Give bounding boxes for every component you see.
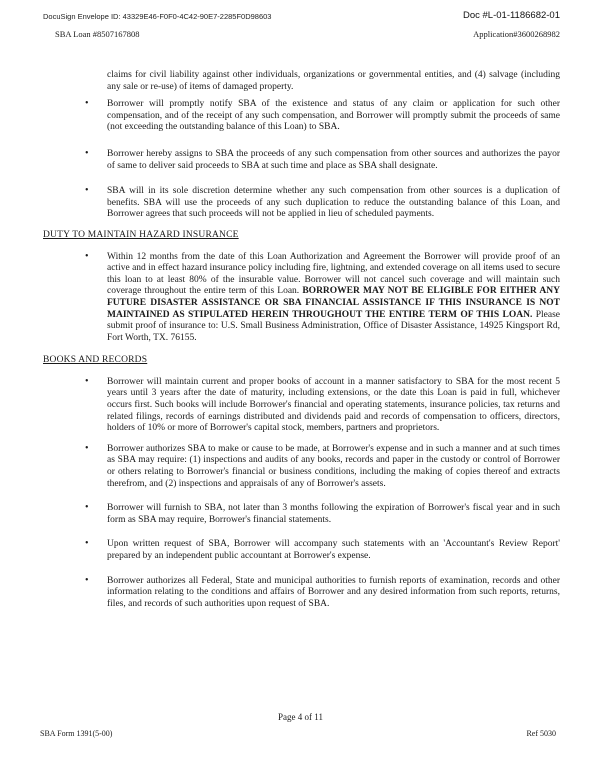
form-number: SBA Form 1391(5-00) [40,729,113,738]
bullet-item [85,502,560,526]
bullet-marker: • [85,185,89,197]
bullet-marker: • [85,538,89,550]
doc-number: Doc #L-01-1186682-01 [462,10,560,21]
bullet-item-hazard [85,250,560,345]
bullet-text: Borrower will promptly notify SBA of the existence and status of any claim or application for such other compensation, and of the receipt of any such compensation, and Borrower will promptly submit the proceeds of same (not exceeding the outstanding balance of this Loan) to SBA. [107,99,560,133]
hazard-text-regular: Within 12 months from the date of this Loan Authorization and Agreement the Borrower will provide proof of an active and in effect hazard insurance policy including fire, lightning, and extended coverage on all items used to secure this loan to at least 80% of the insurable value. Borrower will not cancel such coverage and will maintain such coverage throughout the entire term of this Loan. [107,251,560,297]
bullet-marker: • [85,147,89,159]
bullet-item [85,375,560,435]
bullet-item [85,574,560,611]
application-number: Application#3600268982 [473,29,560,39]
page-count: Page 4 of 11 [278,712,323,722]
hazard-text-bold: BORROWER MAY NOT BE ELIGIBLE FOR EITHER ANY FUTURE DISASTER ASSISTANCE OR SBA FINANCIAL ASSISTANCE IF THIS INSURANCE IS NOT MAINTAINED AS STIPULATED HEREIN THROUGHOUT THE ENTIRE TERM OF THIS LOAN. [107,286,560,320]
bullet-item [85,147,560,172]
continuation-paragraph: claims for civil liability against other individuals, organizations or governmental entities, and (4) salvage (including any sale or re-use) of items of damaged property. [107,70,560,92]
bullet-text: Borrower will furnish to SBA, not later than 3 months following the expiration of Borrower's fiscal year and in such form as SBA may require, Borrower's financial statements. [107,503,560,525]
bullet-marker: • [85,442,89,454]
bullet-marker: • [85,502,89,514]
section-heading-books-records: BOOKS AND RECORDS [43,355,148,366]
bullet-marker: • [85,98,89,110]
bullet-item [85,98,560,134]
sba-loan-number: SBA Loan #8507167808 [55,29,140,39]
bullet-text: Borrower authorizes all Federal, State and municipal authorities to furnish reports of examination, records and other information relating to the conditions and affairs of Borrower and any desired information from such reports, returns, files, and records of such authorities upon request of SBA. [107,575,560,609]
bullet-marker: • [85,250,89,262]
section-heading-hazard-insurance: DUTY TO MAINTAIN HAZARD INSURANCE [43,229,239,240]
ref-number: Ref 5030 [526,729,556,738]
document-body [0,70,601,610]
bullet-item [85,538,560,562]
bullet-item [85,442,560,490]
bullet-text: Borrower authorizes SBA to make or cause to be made, at Borrower's expense and in such a manner and at such times as SBA may require: (1) inspections and audits of any books, records and paper in the custody or control of Borrower or others relating to Borrower's financial or business conditions, including the making of copies thereof and extracts therefrom, and (2) inspections and appraisals of any of Borrower's assets. [107,443,560,489]
bullet-text: Upon written request of SBA, Borrower will accompany such statements with an 'Accountant's Review Report' prepared by an independent public accountant at Borrower's expense. [107,539,560,561]
bullet-text: Borrower hereby assigns to SBA the proceeds of any such compensation from other sources and authorizes the payor of same to deliver said proceeds to SBA at such time and place as SBA shall designate. [107,148,560,171]
hazard-text-regular-after: Please submit proof of insurance to: U.S. Small Business Administration, Office of Disaster Assistance, 14925 Kingsport Rd, Fort Worth, TX. 76155. [107,309,560,343]
bullet-text: Borrower will maintain current and proper books of account in a manner satisfactory to SBA for the most recent 5 years until 3 years after the date of maturity, including extensions, or the date this Loan is paid in full, whichever occurs first. Such books will include Borrower's financial and operating statements, insurance policies, tax returns and related filings, records of earnings distributed and dividends paid and records of compensation to officers, directors, holders of 10% or more of Borrower's capital stock, members, partners and proprietors. [107,376,560,434]
docusign-envelope-id: DocuSign Envelope ID: 43329E46-F0F0-4C42-90E7-2285F0D98603 [43,12,272,21]
bullet-marker: • [85,375,89,387]
bullet-marker: • [85,574,89,586]
bullet-item [85,185,560,221]
bullet-text: SBA will in its sole discretion determine whether any such compensation from other sources is a duplication of benefits. SBA will use the proceeds of any such duplication to reduce the outstanding balance of this Loan, and Borrower agrees that such proceeds will not be applied in lieu of scheduled payments. [107,186,560,220]
